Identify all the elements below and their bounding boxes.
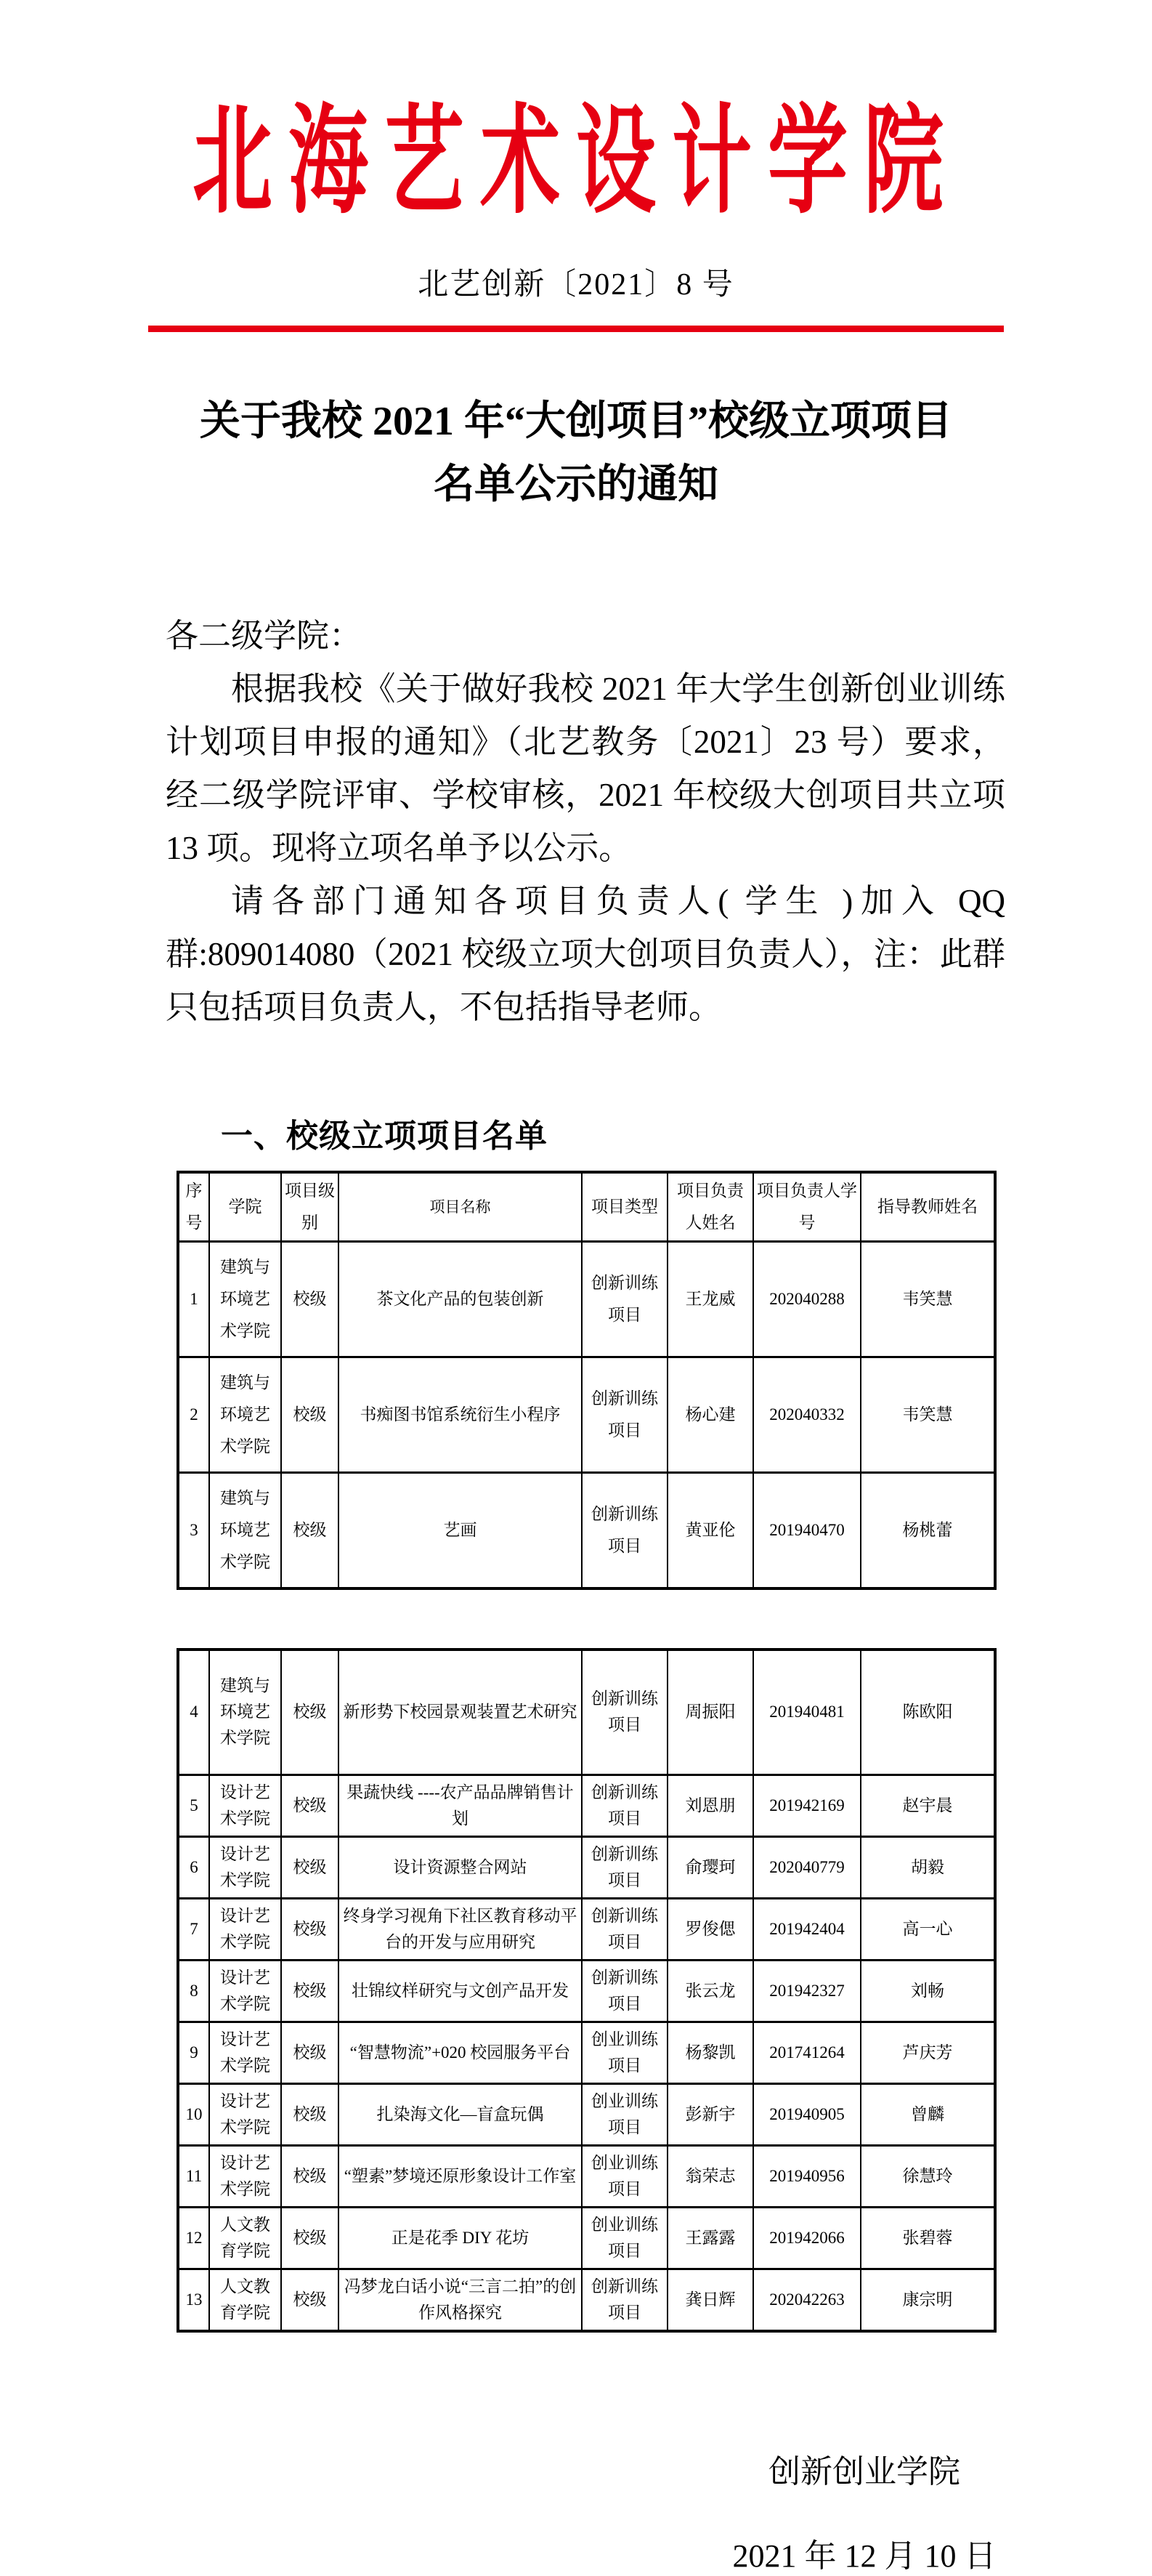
cell-project-name: 壮锦纹样研究与文创产品开发: [338, 1960, 582, 2022]
cell-seq-no: 13: [178, 2269, 209, 2331]
cell-advisor-name: 芦庆芳: [861, 2022, 995, 2083]
cell-leader-student-id: 202040332: [753, 1357, 861, 1472]
cell-college: 建筑与环境艺术学院: [209, 1650, 281, 1775]
cell-leader-student-id: 201940470: [753, 1472, 861, 1588]
cell-advisor-name: 陈欧阳: [861, 1650, 995, 1775]
project-table-page2: [177, 1648, 997, 2333]
column-header: 项目类型: [582, 1172, 668, 1242]
cell-leader-student-id: 201741264: [753, 2022, 861, 2083]
red-divider-line: [148, 326, 1004, 332]
doc-number: 北艺创新〔2021〕8 号: [418, 268, 734, 302]
table-row: [178, 2145, 995, 2207]
cell-college: 设计艺术学院: [209, 2145, 281, 2207]
cell-seq-no: 12: [178, 2207, 209, 2269]
cell-project-type: 创新训练项目: [582, 1774, 668, 1836]
document-title: [0, 390, 1152, 517]
cell-leader-name: 翁荣志: [668, 2145, 753, 2207]
cell-project-level: 校级: [281, 1650, 338, 1775]
cell-project-type: 创新训练项目: [582, 1357, 668, 1472]
cell-leader-name: 俞璎珂: [668, 1836, 753, 1898]
table-header-row: [178, 1172, 995, 1242]
cell-leader-student-id: 201940905: [753, 2083, 861, 2145]
signature-date: 2021 年 12 月 10 日: [732, 2537, 997, 2574]
cell-college: 设计艺术学院: [209, 1898, 281, 1960]
table-row: [178, 1241, 995, 1357]
cell-seq-no: 1: [178, 1241, 209, 1357]
cell-leader-name: 彭新宇: [668, 2083, 753, 2145]
cell-project-name: 扎染海文化—盲盒玩偶: [338, 2083, 582, 2145]
column-header: 项目名称: [338, 1172, 582, 1242]
cell-leader-name: 黄亚伦: [668, 1472, 753, 1588]
cell-leader-student-id: 201942066: [753, 2207, 861, 2269]
cell-leader-student-id: 202040288: [753, 1241, 861, 1357]
cell-college: 设计艺术学院: [209, 2022, 281, 2083]
page-break-gap: [0, 1590, 1152, 1648]
cell-project-level: 校级: [281, 2083, 338, 2145]
document-title-line1: 关于我校 2021 年“大创项目”校级立项项目: [200, 399, 952, 444]
org-name-text: 北海艺术设计学院: [192, 96, 960, 228]
column-header: 指导教师姓名: [861, 1172, 995, 1242]
cell-leader-name: 龚日辉: [668, 2269, 753, 2331]
table-row: [178, 1357, 995, 1472]
cell-project-level: 校级: [281, 1357, 338, 1472]
table-row: [178, 2022, 995, 2083]
document-title-line2: 名单公示的通知: [434, 461, 718, 507]
table-row: [178, 1836, 995, 1898]
cell-project-level: 校级: [281, 1472, 338, 1588]
cell-leader-name: 王露露: [668, 2207, 753, 2269]
cell-advisor-name: 杨桃蕾: [861, 1472, 995, 1588]
cell-college: 人文教育学院: [209, 2207, 281, 2269]
cell-project-level: 校级: [281, 2022, 338, 2083]
cell-seq-no: 3: [178, 1472, 209, 1588]
cell-project-type: 创新训练项目: [582, 1898, 668, 1960]
cell-project-type: 创新训练项目: [582, 2269, 668, 2331]
cell-seq-no: 9: [178, 2022, 209, 2083]
table-row: [178, 1650, 995, 1775]
paragraph-qq-notice: 请各部门通知各项目负责人( 学生 )加入 QQ 群:809014080（2021 校级立项大创项目负责人），注：此群只包括项目负责人，不包括指导老师。: [166, 882, 1005, 1025]
cell-project-type: 创业训练项目: [582, 2145, 668, 2207]
cell-leader-name: 刘恩朋: [668, 1774, 753, 1836]
cell-project-name: 设计资源整合网站: [338, 1836, 582, 1898]
cell-advisor-name: 韦笑慧: [861, 1357, 995, 1472]
cell-project-name: “塑素”梦境还原形象设计工作室: [338, 2145, 582, 2207]
letterhead: [0, 0, 1152, 332]
cell-project-name: “智慧物流”+020 校园服务平台: [338, 2022, 582, 2083]
cell-seq-no: 10: [178, 2083, 209, 2145]
cell-leader-name: 张云龙: [668, 1960, 753, 2022]
column-header: 序号: [178, 1172, 209, 1242]
paragraph-basis: 根据我校《关于做好我校 2021 年大学生创新创业训练计划项目申报的通知》（北艺教务〔2021〕23 号）要求，经二级学院评审、学校审核，2021 年校级大创项目共立项 13 项。现将立项名单予以公示。: [166, 670, 1005, 866]
cell-project-level: 校级: [281, 2145, 338, 2207]
cell-seq-no: 6: [178, 1836, 209, 1898]
section-heading: 一、校级立项项目名单: [221, 1118, 548, 1154]
column-header: 项目级别: [281, 1172, 338, 1242]
cell-advisor-name: 刘畅: [861, 1960, 995, 2022]
cell-project-type: 创新训练项目: [582, 1241, 668, 1357]
cell-project-level: 校级: [281, 2207, 338, 2269]
cell-seq-no: 7: [178, 1898, 209, 1960]
cell-project-type: 创业训练项目: [582, 2083, 668, 2145]
cell-project-name: 书痴图书馆系统衍生小程序: [338, 1357, 582, 1472]
cell-project-name: 冯梦龙白话小说“三言二拍”的创作风格探究: [338, 2269, 582, 2331]
cell-leader-student-id: 201940956: [753, 2145, 861, 2207]
cell-advisor-name: 徐慧玲: [861, 2145, 995, 2207]
cell-college: 设计艺术学院: [209, 1960, 281, 2022]
cell-leader-student-id: 202042263: [753, 2269, 861, 2331]
cell-project-type: 创新训练项目: [582, 1836, 668, 1898]
document-footer: [712, 2445, 1017, 2576]
cell-leader-student-id: 202040779: [753, 1836, 861, 1898]
table-row: [178, 1472, 995, 1588]
table-row: [178, 2083, 995, 2145]
cell-project-level: 校级: [281, 2269, 338, 2331]
cell-advisor-name: 张碧蓉: [861, 2207, 995, 2269]
project-table-page1: [177, 1171, 997, 1590]
cell-seq-no: 2: [178, 1357, 209, 1472]
cell-leader-name: 王龙威: [668, 1241, 753, 1357]
cell-project-name: 果蔬快线 ----农产品品牌销售计划: [338, 1774, 582, 1836]
cell-advisor-name: 曾麟: [861, 2083, 995, 2145]
org-name: [0, 93, 1152, 231]
salutation: 各二级学院：: [166, 617, 362, 654]
cell-advisor-name: 赵宇晨: [861, 1774, 995, 1836]
table-row: [178, 2207, 995, 2269]
cell-project-name: 正是花季 DIY 花坊: [338, 2207, 582, 2269]
cell-project-level: 校级: [281, 1836, 338, 1898]
cell-leader-student-id: 201942169: [753, 1774, 861, 1836]
document-body: [166, 610, 1005, 1034]
cell-project-name: 终身学习视角下社区教育移动平台的开发与应用研究: [338, 1898, 582, 1960]
column-header: 项目负责人姓名: [668, 1172, 753, 1242]
cell-college: 设计艺术学院: [209, 2083, 281, 2145]
cell-project-level: 校级: [281, 1898, 338, 1960]
column-header: 项目负责人学号: [753, 1172, 861, 1242]
cell-leader-name: 罗俊偲: [668, 1898, 753, 1960]
cell-project-type: 创业训练项目: [582, 2207, 668, 2269]
cell-advisor-name: 康宗明: [861, 2269, 995, 2331]
cell-seq-no: 5: [178, 1774, 209, 1836]
cell-project-level: 校级: [281, 1960, 338, 2022]
cell-leader-student-id: 201940481: [753, 1650, 861, 1775]
cell-advisor-name: 胡毅: [861, 1836, 995, 1898]
cell-project-type: 创新训练项目: [582, 1650, 668, 1775]
cell-leader-name: 杨心建: [668, 1357, 753, 1472]
cell-college: 人文教育学院: [209, 2269, 281, 2331]
cell-project-level: 校级: [281, 1241, 338, 1357]
cell-advisor-name: 高一心: [861, 1898, 995, 1960]
cell-leader-name: 周振阳: [668, 1650, 753, 1775]
table-row: [178, 1960, 995, 2022]
table-row: [178, 1774, 995, 1836]
cell-college: 设计艺术学院: [209, 1774, 281, 1836]
signature-department: 创新创业学院: [768, 2453, 960, 2490]
cell-college: 建筑与环境艺术学院: [209, 1472, 281, 1588]
cell-leader-name: 杨黎凯: [668, 2022, 753, 2083]
cell-project-type: 创新训练项目: [582, 1472, 668, 1588]
cell-college: 建筑与环境艺术学院: [209, 1241, 281, 1357]
cell-college: 建筑与环境艺术学院: [209, 1357, 281, 1472]
cell-project-name: 新形势下校园景观装置艺术研究: [338, 1650, 582, 1775]
table-row: [178, 2269, 995, 2331]
cell-seq-no: 8: [178, 1960, 209, 2022]
cell-project-level: 校级: [281, 1774, 338, 1836]
column-header: 学院: [209, 1172, 281, 1242]
cell-seq-no: 11: [178, 2145, 209, 2207]
cell-project-type: 创业训练项目: [582, 2022, 668, 2083]
cell-project-name: 艺画: [338, 1472, 582, 1588]
table-row: [178, 1898, 995, 1960]
cell-project-name: 茶文化产品的包装创新: [338, 1241, 582, 1357]
cell-leader-student-id: 201942327: [753, 1960, 861, 2022]
cell-seq-no: 4: [178, 1650, 209, 1775]
cell-project-type: 创新训练项目: [582, 1960, 668, 2022]
cell-leader-student-id: 201942404: [753, 1898, 861, 1960]
cell-college: 设计艺术学院: [209, 1836, 281, 1898]
cell-advisor-name: 韦笑慧: [861, 1241, 995, 1357]
